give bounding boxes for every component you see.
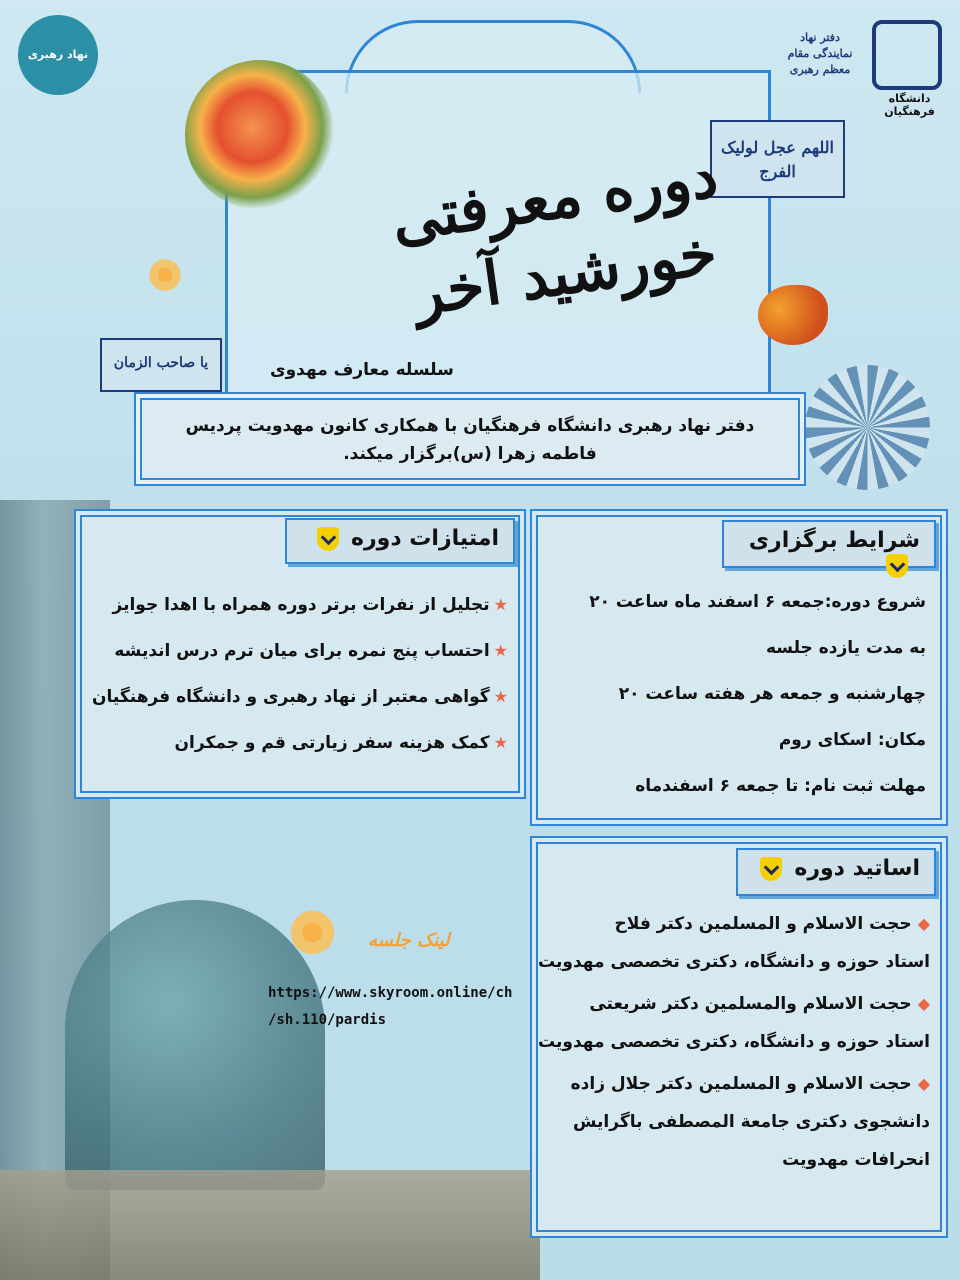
benefit-item: ★احتساب پنج نمره برای میان ترم درس اندیشه xyxy=(114,641,508,661)
university-name: دانشگاه فرهنگیان xyxy=(884,92,935,118)
flower-bouquet-image xyxy=(185,60,335,210)
calligraphy-top-box: اللهم عجل لولیک الفرج xyxy=(710,120,845,198)
nahad-badge-logo: نهاد رهبری xyxy=(18,15,98,95)
link-label: لینک جلسه xyxy=(368,930,450,951)
session-link-line2[interactable]: /sh.110/pardis xyxy=(268,1012,387,1028)
mosque-building-image xyxy=(0,1170,540,1280)
university-logo xyxy=(872,20,942,90)
page-subtitle: سلسله معارف مهدوی xyxy=(270,360,454,380)
logo-calligraphy: دفتر نهاد نمایندگی مقام معظم رهبری xyxy=(787,31,853,76)
benefit-item: ★گواهی معتبر از نهاد رهبری و دانشگاه فرهنگیان xyxy=(92,687,508,707)
calligraphy-left-box: یا صاحب الزمان xyxy=(100,338,222,392)
flower-ornament-link xyxy=(285,905,340,960)
flower-ornament-left xyxy=(145,255,185,295)
conditions-heading: شرایط برگزاری xyxy=(722,520,936,568)
teacher-name: ◆حجت الاسلام والمسلمین دکتر شریعتی xyxy=(589,994,930,1014)
diamond-icon: ◆ xyxy=(917,1074,930,1093)
star-icon: ★ xyxy=(493,641,508,660)
arrow-down-icon xyxy=(886,554,908,578)
teacher-name: ◆حجت الاسلام و المسلمین دکتر جلال زاده xyxy=(570,1074,930,1094)
rosette-ornament xyxy=(805,365,930,490)
star-icon: ★ xyxy=(493,595,508,614)
mosque-dome-image xyxy=(65,900,325,1190)
condition-duration: به مدت یازده جلسه xyxy=(766,638,926,658)
bird-image xyxy=(758,285,828,345)
teachers-panel xyxy=(536,842,942,1232)
teacher-desc: استاد حوزه و دانشگاه، دکتری تخصصی مهدویت xyxy=(538,1032,930,1052)
diamond-icon: ◆ xyxy=(917,994,930,1013)
condition-deadline: مهلت ثبت نام: تا جمعه ۶ اسفندماه xyxy=(635,776,926,796)
condition-schedule: چهارشنبه و جمعه هر هفته ساعت ۲۰ xyxy=(618,684,926,704)
session-link-line1[interactable]: https://www.skyroom.online/ch xyxy=(268,985,513,1001)
arrow-down-icon xyxy=(760,857,782,881)
benefits-heading: امتیازات دوره xyxy=(285,518,515,564)
teacher-desc: دانشجوی دکتری جامعة المصطفی باگرایش xyxy=(573,1112,930,1132)
intro-line-2: فاطمه زهرا (س)برگزار میکند. xyxy=(343,444,597,464)
intro-box xyxy=(140,398,800,480)
star-icon: ★ xyxy=(493,687,508,706)
teacher-name: ◆حجت الاسلام و المسلمین دکتر فلاح xyxy=(614,914,930,934)
condition-place: مکان: اسکای روم xyxy=(778,730,926,750)
teacher-desc-cont: انحرافات مهدویت xyxy=(782,1150,930,1170)
teachers-heading: اساتید دوره xyxy=(736,848,936,896)
teacher-desc: استاد حوزه و دانشگاه، دکتری تخصصی مهدویت xyxy=(538,952,930,972)
condition-start: شروع دوره:جمعه ۶ اسفند ماه ساعت ۲۰ xyxy=(589,592,926,612)
benefit-item: ★کمک هزینه سفر زیارتی قم و جمکران xyxy=(174,733,508,753)
benefit-item: ★تجلیل از نفرات برتر دوره همراه با اهدا جوایز xyxy=(112,595,508,615)
diamond-icon: ◆ xyxy=(917,914,930,933)
star-icon: ★ xyxy=(493,733,508,752)
intro-line-1: دفتر نهاد رهبری دانشگاه فرهنگیان با همکاری کانون مهدویت پردیس xyxy=(185,416,755,436)
page-title: دوره معرفتی خورشید آخر xyxy=(387,140,722,330)
arrow-down-icon xyxy=(317,527,339,551)
